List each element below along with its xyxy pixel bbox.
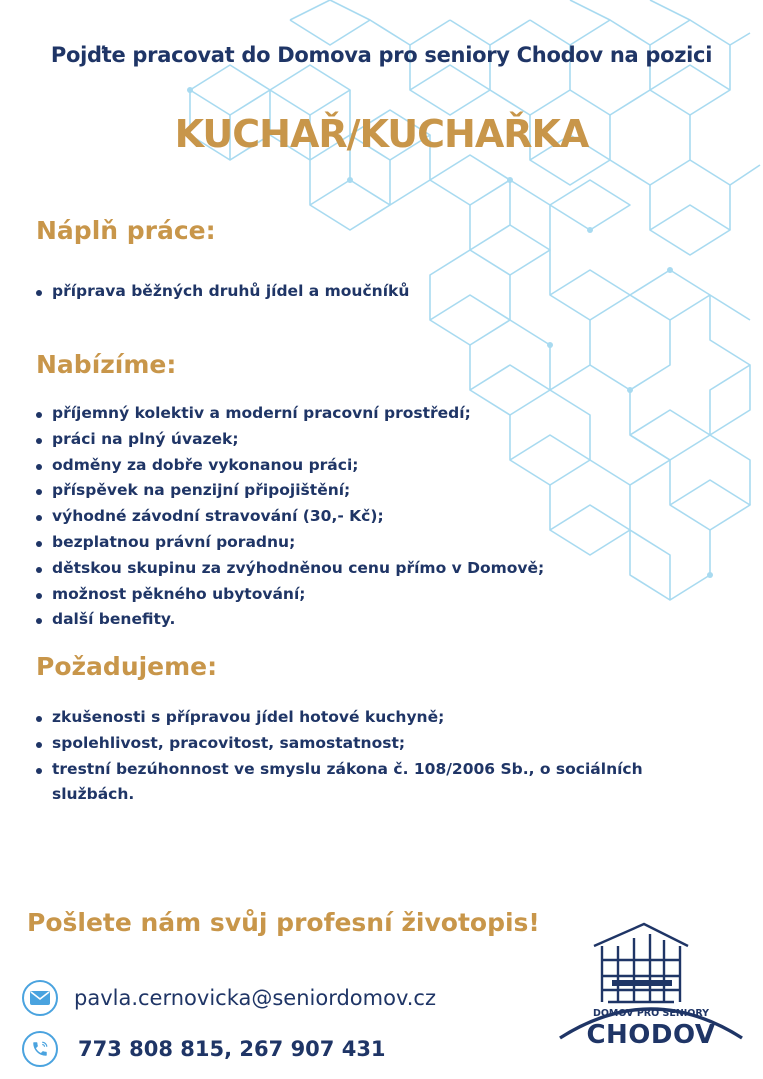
offer-heading: Nabízíme:	[36, 350, 177, 379]
list-item: dětskou skupinu za zvýhodněnou cenu přímo v Domově;	[28, 556, 544, 582]
list-item: zkušenosti s přípravou jídel hotové kuchyně;	[28, 705, 643, 731]
list-item: spolehlivost, pracovitost, samostatnost;	[28, 731, 643, 757]
list-item: odměny za dobře vykonanou práci;	[28, 453, 544, 479]
cta-text: Pošlete nám svůj profesní životopis!	[27, 908, 540, 937]
phone-row	[22, 1031, 386, 1067]
requirements-list	[28, 705, 643, 808]
offer-list	[28, 401, 544, 633]
list-item: možnost pěkného ubytování;	[28, 582, 544, 608]
job-title: KUCHAŘ/KUCHAŘKA	[174, 112, 589, 156]
list-item: výhodné závodní stravování (30,- Kč);	[28, 504, 544, 530]
list-item: další benefity.	[28, 607, 544, 633]
list-item: příspěvek na penzijní připojištění;	[28, 478, 544, 504]
email-link[interactable]: pavla.cernovicka@seniordomov.cz	[74, 986, 437, 1010]
phone-numbers[interactable]: 773 808 815, 267 907 431	[78, 1037, 386, 1061]
list-item: příprava běžných druhů jídel a moučníků	[28, 279, 409, 305]
list-item: práci na plný úvazek;	[28, 427, 544, 453]
duties-heading: Náplň práce:	[36, 216, 216, 245]
duties-list	[28, 279, 409, 305]
email-row	[22, 980, 436, 1016]
logo-line2: CHODOV	[586, 1020, 716, 1050]
list-item-continuation: službách.	[52, 785, 135, 804]
list-item: bezplatnou právní poradnu;	[28, 530, 544, 556]
requirements-heading: Požadujeme:	[36, 652, 218, 681]
organization-logo	[556, 920, 746, 1070]
list-item: příjemný kolektiv a moderní pracovní prostředí;	[28, 401, 544, 427]
phone-icon	[22, 1031, 58, 1067]
intro-text: Pojďte pracovat do Domova pro seniory Chodov na pozici	[50, 43, 713, 67]
envelope-icon	[22, 980, 58, 1016]
logo-line1: DOMOV PRO SENIORY	[592, 1008, 710, 1019]
list-item: trestní bezúhonnost ve smyslu zákona č. 108/2006 Sb., o sociálních	[28, 757, 643, 783]
